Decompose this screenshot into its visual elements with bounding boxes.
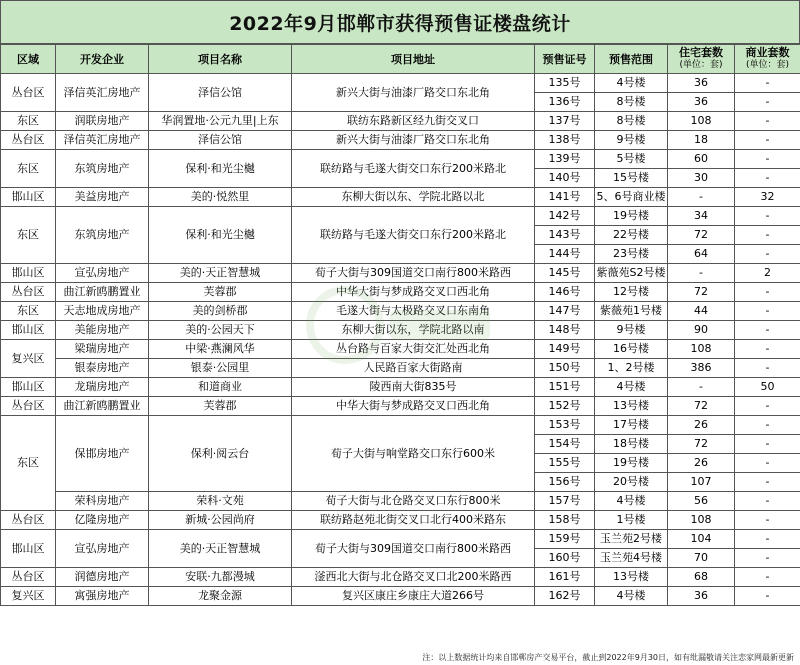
- cell-commercial: -: [735, 74, 800, 93]
- cell-developer: 美益房地产: [56, 188, 149, 207]
- cell-scope: 13号楼: [595, 568, 668, 587]
- cell-permit: 140号: [535, 169, 595, 188]
- cell-address: 新兴大街与油漆厂路交口东北角: [292, 131, 535, 150]
- table-row: [1, 302, 800, 321]
- cell-commercial: -: [735, 283, 800, 302]
- cell-commercial: -: [735, 492, 800, 511]
- cell-scope: 20号楼: [595, 473, 668, 492]
- cell-scope: 13号楼: [595, 397, 668, 416]
- cell-project: 美的·天正智慧城: [149, 264, 292, 283]
- cell-residential: 30: [668, 169, 735, 188]
- cell-developer: 美能房地产: [56, 321, 149, 340]
- cell-residential: 34: [668, 207, 735, 226]
- cell-commercial: -: [735, 416, 800, 435]
- cell-scope: 19号楼: [595, 207, 668, 226]
- cell-project: 荣科·文苑: [149, 492, 292, 511]
- cell-permit: 145号: [535, 264, 595, 283]
- cell-residential: -: [668, 378, 735, 397]
- cell-project: 泽信公馆: [149, 131, 292, 150]
- cell-district: 东区: [1, 112, 56, 131]
- cell-commercial: -: [735, 511, 800, 530]
- cell-commercial: -: [735, 435, 800, 454]
- cell-permit: 157号: [535, 492, 595, 511]
- cell-district: 邯山区: [1, 378, 56, 397]
- cell-commercial: -: [735, 568, 800, 587]
- cell-commercial: -: [735, 207, 800, 226]
- cell-residential: 108: [668, 511, 735, 530]
- cell-permit: 144号: [535, 245, 595, 264]
- cell-address: 联纺东路新区经九街交叉口: [292, 112, 535, 131]
- cell-scope: 8号楼: [595, 93, 668, 112]
- cell-address: 联纺路与毛遂大街交口东行200米路北: [292, 207, 535, 264]
- cell-address: 东柳大街以东，学院北路以南: [292, 321, 535, 340]
- table-row: [1, 511, 800, 530]
- cell-project: 美的·悦然里: [149, 188, 292, 207]
- cell-permit: 136号: [535, 93, 595, 112]
- cell-residential: 107: [668, 473, 735, 492]
- cell-permit: 138号: [535, 131, 595, 150]
- cell-scope: 18号楼: [595, 435, 668, 454]
- table-row: [1, 207, 800, 226]
- cell-permit: 154号: [535, 435, 595, 454]
- cell-permit: 150号: [535, 359, 595, 378]
- cell-scope: 4号楼: [595, 378, 668, 397]
- cell-residential: 70: [668, 549, 735, 568]
- cell-commercial: -: [735, 169, 800, 188]
- header-commercial: 商业套数 (单位：套): [735, 45, 800, 74]
- cell-address: 人民路百家大街路南: [292, 359, 535, 378]
- cell-project: 安联·九都漫城: [149, 568, 292, 587]
- cell-residential: 108: [668, 340, 735, 359]
- cell-address: 荀子大街与北仓路交叉口东行800米: [292, 492, 535, 511]
- cell-address: 复兴区康庄乡康庄大道266号: [292, 587, 535, 606]
- cell-commercial: -: [735, 340, 800, 359]
- cell-residential: 26: [668, 416, 735, 435]
- cell-district: 丛台区: [1, 568, 56, 587]
- cell-address: 荀子大街与309国道交口南行800米路西: [292, 264, 535, 283]
- cell-residential: 56: [668, 492, 735, 511]
- cell-district: 丛台区: [1, 397, 56, 416]
- cell-scope: 5、6号商业楼: [595, 188, 668, 207]
- cell-district: 邯山区: [1, 321, 56, 340]
- cell-project: 美的剑桥郡: [149, 302, 292, 321]
- cell-permit: 137号: [535, 112, 595, 131]
- cell-residential: 72: [668, 397, 735, 416]
- cell-scope: 紫薇苑1号楼: [595, 302, 668, 321]
- table-row: [1, 416, 800, 435]
- cell-address: 滏西北大街与北仓路交叉口北200米路西: [292, 568, 535, 587]
- cell-commercial: -: [735, 245, 800, 264]
- cell-developer: 东筑房地产: [56, 207, 149, 264]
- table-row: [1, 131, 800, 150]
- cell-developer: 宣弘房地产: [56, 530, 149, 568]
- header-district: 区域: [1, 45, 56, 74]
- table-row: [1, 74, 800, 93]
- cell-district: 丛台区: [1, 74, 56, 112]
- cell-address: 毛遂大街与太极路交叉口东南角: [292, 302, 535, 321]
- cell-district: 东区: [1, 150, 56, 188]
- cell-project: 龙聚金源: [149, 587, 292, 606]
- cell-project: 美的·公园天下: [149, 321, 292, 340]
- cell-residential: 72: [668, 283, 735, 302]
- cell-district: 邯山区: [1, 188, 56, 207]
- cell-scope: 紫薇苑S2号楼: [595, 264, 668, 283]
- cell-commercial: -: [735, 150, 800, 169]
- cell-permit: 135号: [535, 74, 595, 93]
- cell-scope: 4号楼: [595, 74, 668, 93]
- cell-address: 陵西南大街835号: [292, 378, 535, 397]
- cell-permit: 158号: [535, 511, 595, 530]
- cell-developer: 亿隆房地产: [56, 511, 149, 530]
- cell-district: 丛台区: [1, 131, 56, 150]
- header-scope: 预售范围: [595, 45, 668, 74]
- cell-address: 东柳大街以东、学院北路以北: [292, 188, 535, 207]
- cell-developer: 曲江新鸥鹏置业: [56, 397, 149, 416]
- cell-scope: 9号楼: [595, 131, 668, 150]
- cell-developer: 天志地成房地产: [56, 302, 149, 321]
- cell-commercial: 50: [735, 378, 800, 397]
- cell-permit: 152号: [535, 397, 595, 416]
- cell-project: 保利·阅云台: [149, 416, 292, 492]
- header-developer: 开发企业: [56, 45, 149, 74]
- cell-commercial: 32: [735, 188, 800, 207]
- cell-address: 中华大街与梦成路交叉口西北角: [292, 283, 535, 302]
- cell-scope: 5号楼: [595, 150, 668, 169]
- footnote: 注：以上数据统计均来自邯郸房产交易平台，截止到2022年9月30日，如有纰漏敬请关注恋家网最新更新: [422, 653, 794, 662]
- cell-permit: 146号: [535, 283, 595, 302]
- cell-permit: 162号: [535, 587, 595, 606]
- cell-permit: 153号: [535, 416, 595, 435]
- cell-scope: 4号楼: [595, 492, 668, 511]
- page-title: 2022年9月邯郸市获得预售证楼盘统计: [0, 0, 800, 44]
- table-header: [1, 45, 800, 74]
- header-residential: 住宅套数 (单位：套): [668, 45, 735, 74]
- cell-scope: 19号楼: [595, 454, 668, 473]
- cell-permit: 143号: [535, 226, 595, 245]
- cell-residential: 108: [668, 112, 735, 131]
- cell-permit: 156号: [535, 473, 595, 492]
- cell-project: 保利·和光尘樾: [149, 150, 292, 188]
- cell-residential: 36: [668, 93, 735, 112]
- cell-project: 中梁·燕澜风华: [149, 340, 292, 359]
- table-row: [1, 530, 800, 549]
- table-row: [1, 112, 800, 131]
- cell-scope: 17号楼: [595, 416, 668, 435]
- cell-permit: 142号: [535, 207, 595, 226]
- header-address: 项目地址: [292, 45, 535, 74]
- cell-address: 荀子大街与309国道交口南行800米路西: [292, 530, 535, 568]
- cell-district: 邯山区: [1, 264, 56, 283]
- cell-residential: 90: [668, 321, 735, 340]
- cell-project: 芙蓉郡: [149, 283, 292, 302]
- cell-district: 丛台区: [1, 283, 56, 302]
- cell-scope: 玉兰苑2号楼: [595, 530, 668, 549]
- cell-developer: 龙瑞房地产: [56, 378, 149, 397]
- cell-scope: 1、2号楼: [595, 359, 668, 378]
- cell-developer: 宣弘房地产: [56, 264, 149, 283]
- cell-scope: 1号楼: [595, 511, 668, 530]
- cell-address: 中华大街与梦成路交叉口西北角: [292, 397, 535, 416]
- cell-address: 荀子大街与响堂路交口东行600米: [292, 416, 535, 492]
- table-row: [1, 492, 800, 511]
- cell-scope: 12号楼: [595, 283, 668, 302]
- cell-commercial: -: [735, 397, 800, 416]
- cell-commercial: -: [735, 302, 800, 321]
- cell-scope: 15号楼: [595, 169, 668, 188]
- cell-district: 东区: [1, 302, 56, 321]
- cell-developer: 保邯房地产: [56, 416, 149, 492]
- cell-permit: 155号: [535, 454, 595, 473]
- table-row: [1, 264, 800, 283]
- cell-address: 联纺路赵苑北街交叉口北行400米路东: [292, 511, 535, 530]
- cell-district: 复兴区: [1, 587, 56, 606]
- table-row: [1, 359, 800, 378]
- cell-district: 东区: [1, 207, 56, 264]
- table-row: [1, 340, 800, 359]
- cell-commercial: -: [735, 530, 800, 549]
- cell-permit: 161号: [535, 568, 595, 587]
- cell-residential: 386: [668, 359, 735, 378]
- cell-address: 新兴大街与油漆厂路交口东北角: [292, 74, 535, 112]
- cell-developer: 寓强房地产: [56, 587, 149, 606]
- cell-scope: 8号楼: [595, 112, 668, 131]
- cell-commercial: -: [735, 587, 800, 606]
- cell-permit: 148号: [535, 321, 595, 340]
- cell-residential: 36: [668, 74, 735, 93]
- cell-permit: 159号: [535, 530, 595, 549]
- cell-district: 丛台区: [1, 511, 56, 530]
- cell-developer: 银泰房地产: [56, 359, 149, 378]
- cell-project: 保利·和光尘樾: [149, 207, 292, 264]
- cell-developer: 泽信英汇房地产: [56, 74, 149, 112]
- cell-scope: 4号楼: [595, 587, 668, 606]
- cell-commercial: -: [735, 112, 800, 131]
- cell-developer: 润德房地产: [56, 568, 149, 587]
- table-row: [1, 283, 800, 302]
- header-project: 项目名称: [149, 45, 292, 74]
- cell-permit: 141号: [535, 188, 595, 207]
- cell-permit: 149号: [535, 340, 595, 359]
- cell-commercial: -: [735, 226, 800, 245]
- cell-address: 丛台路与百家大街交汇处西北角: [292, 340, 535, 359]
- cell-residential: 72: [668, 435, 735, 454]
- cell-residential: 104: [668, 530, 735, 549]
- cell-project: 美的·天正智慧城: [149, 530, 292, 568]
- cell-residential: 72: [668, 226, 735, 245]
- cell-commercial: -: [735, 473, 800, 492]
- cell-scope: 9号楼: [595, 321, 668, 340]
- cell-residential: -: [668, 188, 735, 207]
- cell-residential: 18: [668, 131, 735, 150]
- cell-commercial: -: [735, 93, 800, 112]
- cell-commercial: -: [735, 549, 800, 568]
- cell-scope: 23号楼: [595, 245, 668, 264]
- cell-project: 芙蓉郡: [149, 397, 292, 416]
- cell-permit: 147号: [535, 302, 595, 321]
- cell-residential: 44: [668, 302, 735, 321]
- cell-commercial: -: [735, 131, 800, 150]
- permit-table: [0, 44, 800, 606]
- cell-district: 邯山区: [1, 530, 56, 568]
- table-row: [1, 321, 800, 340]
- cell-project: 新城·公园尚府: [149, 511, 292, 530]
- cell-developer: 润联房地产: [56, 112, 149, 131]
- cell-scope: 22号楼: [595, 226, 668, 245]
- cell-project: 泽信公馆: [149, 74, 292, 112]
- cell-project: 银泰·公园里: [149, 359, 292, 378]
- cell-commercial: -: [735, 321, 800, 340]
- cell-residential: 64: [668, 245, 735, 264]
- cell-district: 复兴区: [1, 340, 56, 378]
- cell-developer: 梁瑞房地产: [56, 340, 149, 359]
- table-row: [1, 378, 800, 397]
- table-row: [1, 150, 800, 169]
- cell-address: 联纺路与毛遂大街交口东行200米路北: [292, 150, 535, 188]
- cell-scope: 16号楼: [595, 340, 668, 359]
- cell-developer: 荣科房地产: [56, 492, 149, 511]
- cell-permit: 151号: [535, 378, 595, 397]
- cell-district: 东区: [1, 416, 56, 511]
- cell-permit: 139号: [535, 150, 595, 169]
- table-row: [1, 188, 800, 207]
- table-row: [1, 587, 800, 606]
- table-row: [1, 568, 800, 587]
- cell-developer: 曲江新鸥鹏置业: [56, 283, 149, 302]
- header-permit: 预售证号: [535, 45, 595, 74]
- cell-scope: 玉兰苑4号楼: [595, 549, 668, 568]
- cell-permit: 160号: [535, 549, 595, 568]
- cell-commercial: 2: [735, 264, 800, 283]
- table-row: [1, 397, 800, 416]
- cell-residential: 68: [668, 568, 735, 587]
- cell-residential: -: [668, 264, 735, 283]
- cell-developer: 泽信英汇房地产: [56, 131, 149, 150]
- cell-commercial: -: [735, 359, 800, 378]
- cell-commercial: -: [735, 454, 800, 473]
- cell-residential: 60: [668, 150, 735, 169]
- cell-project: 和道商业: [149, 378, 292, 397]
- cell-project: 华润置地·公元九里|上东: [149, 112, 292, 131]
- cell-developer: 东筑房地产: [56, 150, 149, 188]
- cell-residential: 26: [668, 454, 735, 473]
- cell-residential: 36: [668, 587, 735, 606]
